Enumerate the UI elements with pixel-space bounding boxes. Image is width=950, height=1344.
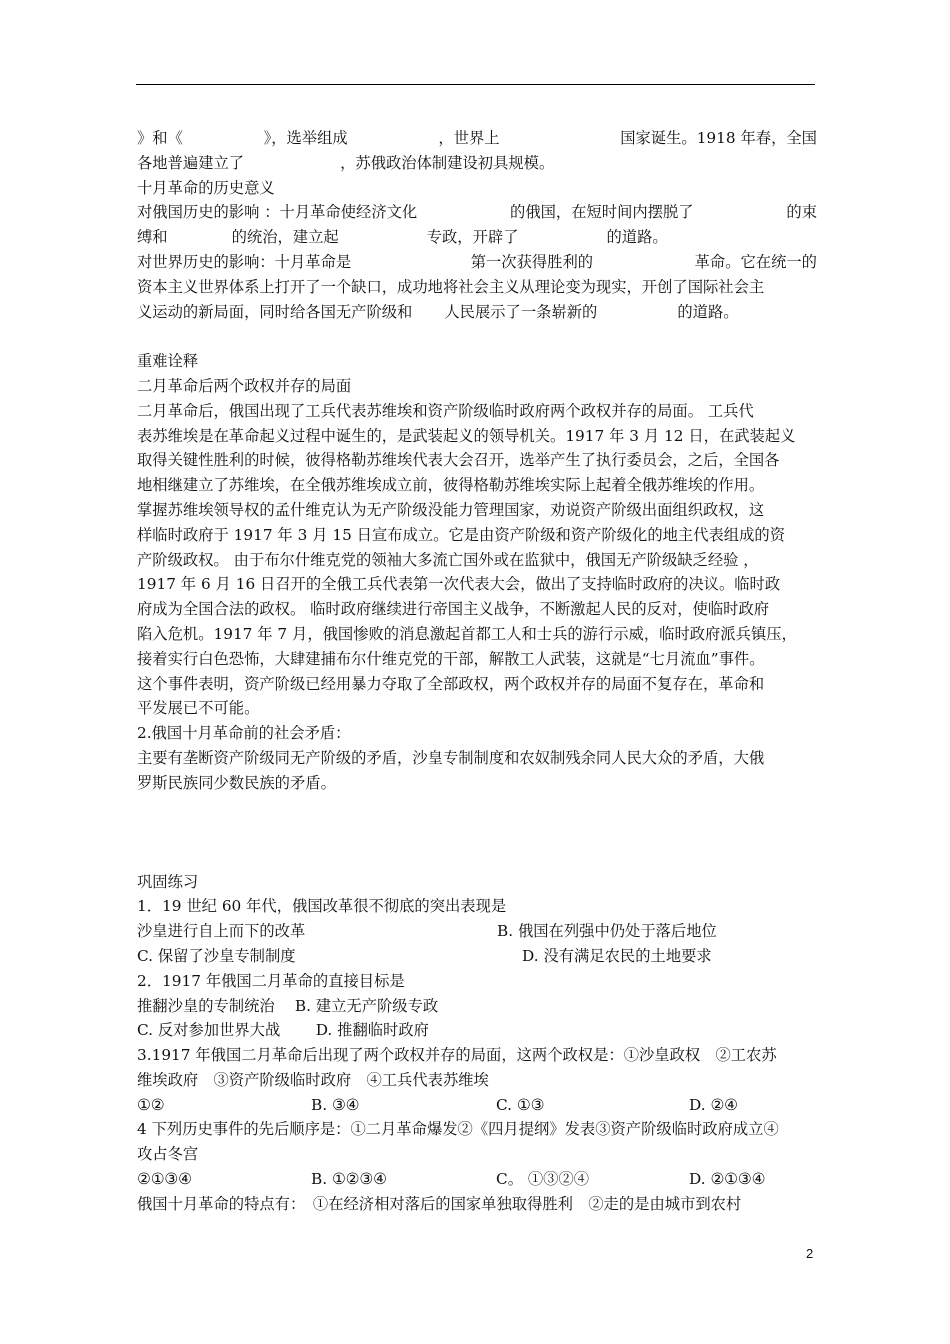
text-segment: 对俄国历史的影响 ：十月革命使经济文化	[137, 203, 418, 222]
fill-in-line	[137, 250, 817, 275]
text-segment: ，苏俄政治体制建设初具规模。	[340, 153, 555, 172]
subheading: 2.俄国十月革命前的社会矛盾：	[137, 724, 351, 743]
text-segment: 缚和	[137, 228, 168, 247]
text-segment: 》，选举组成	[263, 129, 348, 147]
question-options: C. 反对参加世界大战 D. 推翻临时政府	[137, 1021, 429, 1040]
text-segment: 专政，开辟了	[426, 228, 519, 247]
section-heading-significance: 十月革命的历史意义	[137, 178, 275, 197]
question-options	[137, 919, 817, 944]
question-stem: 4 下列历史事件的先后顺序是：①二月革命爆发②《四月提纲》发表③资产阶级临时政府成立④	[137, 1120, 779, 1139]
text-segment: 对世界历史的影响：十月革命是	[137, 252, 352, 271]
option-d: D. ②①③④	[689, 1170, 766, 1189]
paragraph-line: 主要有垄断资产阶级同无产阶级的矛盾，沙皇专制制度和农奴制残余同人民大众的矛盾，大俄	[137, 748, 765, 767]
paragraph-line: 表苏维埃是在革命起义过程中诞生的，是武装起义的领导机关。1917 年 3 月 12 日，在武装起义	[137, 426, 796, 445]
option-a: ②①③④	[137, 1170, 192, 1189]
option-a: ①②	[137, 1095, 165, 1114]
paragraph-line: 取得关键性胜利的时候，彼得格勒苏维埃代表大会召开，选举产生了执行委员会，之后，全国各	[137, 451, 780, 470]
paragraph-line: 1917 年 6 月 16 日召开的全俄工兵代表第一次代表大会，做出了支持临时政府的决议。临时政	[137, 575, 781, 594]
fill-in-line	[137, 225, 817, 250]
option-c: C. ①③	[496, 1095, 545, 1114]
page-body	[137, 126, 817, 1217]
paragraph-line: 样临时政府于 1917 年 3 月 15 日宣布成立。它是由资产阶级和资产阶级化的地主代表组成的资	[137, 525, 785, 544]
paragraph-line: 府成为全国合法的政权。 临时政府继续进行帝国主义战争，不断激起人民的反对，使临时政府	[137, 600, 770, 619]
question-stem: 2．1917 年俄国二月革命的直接目标是	[137, 971, 405, 990]
text-segment: 的道路。	[606, 228, 668, 247]
paragraph-line: 罗斯民族同少数民族的矛盾。	[137, 773, 336, 792]
paragraph-line: 二月革命后，俄国出现了工兵代表苏维埃和资产阶级临时政府两个政权并存的局面。 工兵代	[137, 401, 754, 420]
paragraph-line: 陷入危机。1917 年 7 月，俄国惨败的消息激起首都工人和士兵的游行示威，临时政府派兵镇压，	[137, 624, 797, 643]
text-segment: 人民展示了一条崭新的	[444, 302, 598, 321]
text-segment: 第一次获得胜利的	[470, 252, 594, 271]
question-options	[137, 1093, 817, 1118]
option-c: C. 保留了沙皇专制制度	[137, 946, 296, 965]
text-segment: 革命。它在统一的	[694, 252, 817, 271]
paragraph-line: 这个事件表明，资产阶级已经用暴力夺取了全部政权，两个政权并存的局面不复存在，革命和	[137, 674, 765, 693]
paragraph-line: 接着实行白色恐怖，大肆建捕布尔什维克党的干部，解散工人武装，这就是“七月流血”事件。	[137, 649, 765, 668]
fill-in-line	[137, 151, 817, 176]
question-stem: 3.1917 年俄国二月革命后出现了两个政权并存的局面，这两个政权是：①沙皇政权 ②工农苏	[137, 1046, 777, 1065]
section-heading-exercises: 巩固练习	[137, 872, 199, 891]
question-stem: 攻占冬宫	[137, 1145, 199, 1164]
text-segment: ，世界上	[438, 129, 500, 147]
paragraph-line: 平发展已不可能。	[137, 699, 260, 718]
section-heading-key-points: 重难诠释	[137, 352, 199, 371]
text-segment: 的束	[786, 203, 817, 222]
text-segment: 义运动的新局面，同时给各国无产阶级和	[137, 302, 413, 321]
option-b: B. ①②③④	[311, 1170, 387, 1189]
option-d: D. 没有满足农民的土地要求	[522, 946, 712, 965]
text-segment: 》和《	[137, 129, 183, 147]
question-options: 推翻沙皇的专制统治 B. 建立无产阶级专政	[137, 996, 439, 1015]
question-stem: 维埃政府 ③资产阶级临时政府 ④工兵代表苏维埃	[137, 1070, 489, 1089]
paragraph-line: 产阶级政权。 由于布尔什维克党的领袖大多流亡国外或在监狱中，俄国无产阶级缺乏经验 ，	[137, 550, 759, 569]
text-line: 资本主义世界体系上打开了一个缺口，成功地将社会主义从理论变为现实，开创了国际社会主	[137, 277, 765, 296]
text-segment: 各地普遍建立了	[137, 153, 245, 172]
fill-in-line	[137, 126, 817, 151]
option-b: B. 俄国在列强中仍处于落后地位	[497, 922, 717, 941]
text-segment: 的俄国，在短时间内摆脱了	[510, 203, 694, 222]
page-number: 2	[806, 1246, 814, 1261]
fill-in-line	[137, 300, 817, 325]
option-b: B. ③④	[311, 1095, 360, 1114]
question-stem: 1．19 世纪 60 年代，俄国改革很不彻底的突出表现是	[137, 897, 507, 916]
question-options	[137, 944, 817, 969]
option-a: 沙皇进行自上而下的改革	[137, 922, 306, 941]
subheading: 二月革命后两个政权并存的局面	[137, 376, 352, 395]
fill-in-line	[137, 200, 817, 225]
option-d: D. ②④	[689, 1095, 738, 1114]
question-stem: 俄国十月革命的特点有： ①在经济相对落后的国家单独取得胜利 ②走的是由城市到农村	[137, 1194, 742, 1213]
option-c: C。 ①③②④	[496, 1170, 590, 1189]
question-options	[137, 1167, 817, 1192]
text-segment: 的道路。	[677, 302, 739, 321]
paragraph-line: 地相继建立了苏维埃，在全俄苏维埃成立前，彼得格勒苏维埃实际上起着全俄苏维埃的作用。	[137, 476, 765, 495]
text-segment: 的统治，建立起	[231, 228, 339, 247]
text-segment: 国家诞生。1918 年春，全国	[620, 129, 817, 147]
paragraph-line: 掌握苏维埃领导权的孟什维克认为无产阶级没能力管理国家，劝说资产阶级出面组织政权，这	[137, 500, 765, 519]
header-rule	[136, 84, 815, 85]
